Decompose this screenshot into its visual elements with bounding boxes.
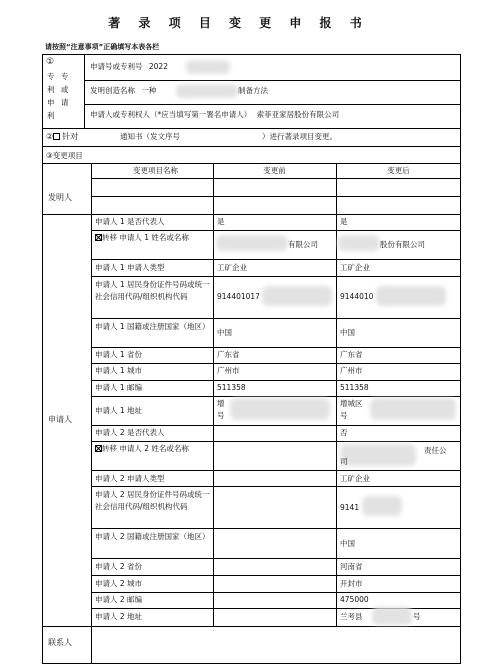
rule xyxy=(91,259,461,260)
item-name: 申请人 2 邮编 xyxy=(95,595,143,604)
rule xyxy=(42,146,461,147)
item-name: 申请人 1 地址 xyxy=(95,406,143,415)
after-value: 股份有限公司 xyxy=(380,240,425,249)
rule xyxy=(91,318,461,319)
rule xyxy=(91,592,461,593)
section2-text-b: 通知书（发文序号 xyxy=(120,132,180,141)
item-name: 申请人 1 省份 xyxy=(95,350,143,359)
item-name: 申请人 1 城市 xyxy=(95,366,143,375)
before-value: 914401017 xyxy=(217,292,260,301)
after-value: 广州市 xyxy=(340,366,363,375)
rule xyxy=(42,163,461,164)
section1-row2 xyxy=(90,86,156,96)
rule xyxy=(84,54,85,128)
rule xyxy=(91,178,461,179)
after-value: 9141 xyxy=(340,503,360,512)
group-label-contact: 联系人 xyxy=(48,638,72,647)
redaction xyxy=(362,496,402,516)
redaction xyxy=(262,286,332,306)
rule xyxy=(84,104,461,105)
fill-instruction: 请按照“注意事项”正确填写本表各栏 xyxy=(45,43,160,51)
after-value: 中国 xyxy=(340,539,355,548)
after-value: 511358 xyxy=(340,383,369,392)
col-header-item: 变更项目名称 xyxy=(133,166,178,175)
col-header-before: 变更前 xyxy=(263,166,286,175)
rule xyxy=(91,558,461,559)
redaction xyxy=(376,286,446,306)
item-name: 申请人 1 申请人类型 xyxy=(95,263,165,272)
rule xyxy=(336,163,337,626)
rule xyxy=(91,196,461,197)
rule xyxy=(91,163,92,664)
section2-row xyxy=(46,132,78,142)
item-name: 申请人 2 地址 xyxy=(95,612,143,621)
transfer-checkbox[interactable] xyxy=(95,234,102,241)
before-value: 511358 xyxy=(217,383,246,392)
invention-name-value: 一种 xyxy=(141,86,157,95)
item-name: 申请人 1 邮编 xyxy=(95,383,143,392)
group-label-applicant: 申请人 xyxy=(48,415,72,424)
rule xyxy=(42,626,461,627)
col-header-after: 变更后 xyxy=(387,166,410,175)
rule xyxy=(91,528,461,529)
after-value: 中国 xyxy=(340,328,355,337)
rule xyxy=(91,396,461,397)
rule xyxy=(91,380,461,381)
transfer-checkbox[interactable] xyxy=(95,445,102,452)
after-value: 工矿企业 xyxy=(340,263,370,272)
rule xyxy=(91,363,461,364)
applicant-label: 申请人或专利权人（*应当填写第一署名申请人） xyxy=(90,110,252,119)
item-name: 申请人 2 是否代表人 xyxy=(95,428,165,437)
section1-row1 xyxy=(90,62,168,72)
invention-name-tail: 制备方法 xyxy=(238,86,268,95)
item-name: 申请人 1 是否代表人 xyxy=(95,217,165,226)
redaction xyxy=(176,84,238,98)
after-value: 河南省 xyxy=(340,562,363,571)
item-name: 申请人 2 居民身份证件号码或统一社会信用代码/组织机构代码 xyxy=(95,490,210,511)
before-value-tail: 号 xyxy=(217,411,225,420)
after-value-tail: 司 xyxy=(340,457,348,466)
item-name: 申请人 1 国籍或注册国家（地区） xyxy=(95,322,210,331)
item-label: 转移 申请人 2 姓名或名称 xyxy=(102,444,189,453)
after-value: 责任公 xyxy=(424,446,447,455)
item-name xyxy=(95,444,211,454)
section2-number: ② xyxy=(46,132,54,141)
rule xyxy=(84,80,461,81)
section3-header: ③变更项目 xyxy=(46,151,83,160)
redaction xyxy=(372,607,412,625)
redaction xyxy=(338,235,380,251)
before-value: 有限公司 xyxy=(288,240,318,249)
rule xyxy=(213,163,214,626)
rule xyxy=(91,276,461,277)
before-value: 增 xyxy=(217,399,225,408)
applicant-value: 索菲亚家居股份有限公司 xyxy=(256,110,340,119)
section1-row3 xyxy=(90,110,339,120)
after-value-tail: 号 xyxy=(413,612,421,621)
section2-text-c: ）进行著录项目变更。 xyxy=(262,132,337,141)
application-number-label: 申请号或专利号 xyxy=(90,62,143,71)
item-name: 申请人 2 省份 xyxy=(95,562,143,571)
section1-side-label: 专 专 利 或 申 请 利 xyxy=(47,72,71,120)
after-value: 兰考县 xyxy=(340,612,363,621)
section2-text-a: 针对 xyxy=(62,132,79,141)
redaction xyxy=(216,235,288,251)
rule xyxy=(91,347,461,348)
after-value: 广东省 xyxy=(340,350,363,359)
redaction xyxy=(370,398,456,420)
rule xyxy=(42,214,461,215)
rule xyxy=(91,470,461,471)
document-title: 著 录 项 目 变 更 申 报 书 xyxy=(108,16,369,30)
after-value: 是 xyxy=(340,217,348,226)
after-value-tail: 号 xyxy=(340,411,348,420)
after-value: 增城区 xyxy=(340,399,363,408)
group-label-inventor: 发明人 xyxy=(48,193,72,202)
rule xyxy=(91,575,461,576)
after-value: 否 xyxy=(340,428,348,437)
after-value: 开封市 xyxy=(340,579,363,588)
before-value: 是 xyxy=(217,217,225,226)
before-value: 广东省 xyxy=(217,350,240,359)
rule xyxy=(91,486,461,487)
rule xyxy=(91,230,461,231)
invention-name-label: 发明创造名称 xyxy=(90,86,135,95)
after-value: 9144010 xyxy=(340,292,374,301)
item-name: 申请人 2 国籍或注册国家（地区） xyxy=(95,532,210,541)
rule xyxy=(91,425,461,426)
item-name: 申请人 1 居民身份证件号码或统一社会信用代码/组织机构代码 xyxy=(95,280,210,301)
redaction xyxy=(340,444,416,466)
item-label: 转移 申请人 1 姓名或名称 xyxy=(102,233,189,242)
before-value: 广州市 xyxy=(217,366,240,375)
application-number-value: 2022 xyxy=(148,62,168,71)
section1-number: ① xyxy=(46,57,55,67)
redaction xyxy=(186,60,230,74)
before-value: 工矿企业 xyxy=(217,263,247,272)
before-value: 中国 xyxy=(217,328,232,337)
item-name: 申请人 2 城市 xyxy=(95,579,143,588)
item-name: 申请人 2 申请人类型 xyxy=(95,474,165,483)
redaction xyxy=(230,398,330,420)
item-name xyxy=(95,233,211,243)
notice-checkbox[interactable] xyxy=(53,133,60,140)
after-value: 工矿企业 xyxy=(340,474,370,483)
rule xyxy=(42,128,461,129)
rule xyxy=(91,441,461,442)
after-value: 475000 xyxy=(340,595,369,604)
